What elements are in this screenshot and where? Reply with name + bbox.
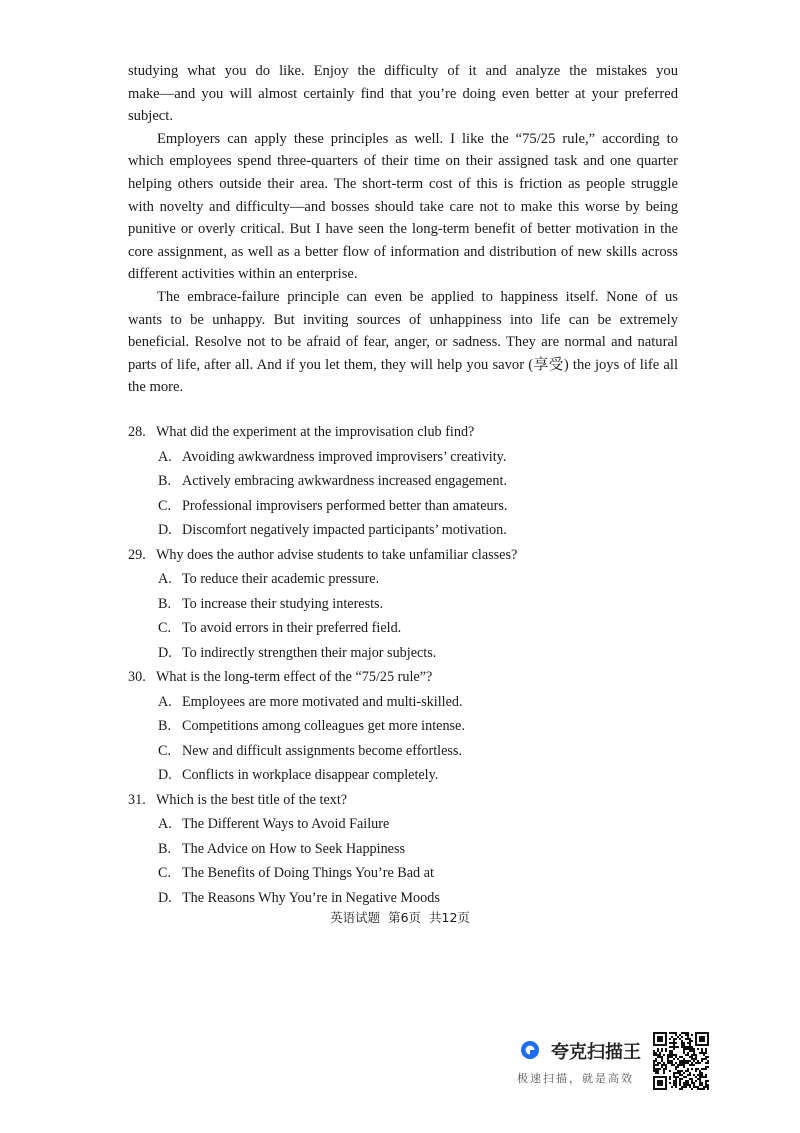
option-letter: D. [158, 522, 172, 538]
answer-option [128, 861, 688, 886]
passage-line: the more. [128, 379, 184, 396]
answer-option [128, 886, 688, 911]
answer-option [128, 714, 688, 739]
page-footer: 英语试题 第6页 共12页 [330, 910, 470, 925]
option-text: To avoid errors in their preferred field. [182, 620, 402, 636]
option-text: Professional improvisers performed better than amateurs. [182, 497, 508, 514]
answer-option [128, 690, 688, 715]
passage-line: studying what you do like. Enjoy the difficulty of it and analyze the mistakes you [128, 63, 678, 79]
option-text: Discomfort negatively impacted participants’ motivation. [182, 522, 507, 538]
question-stem [128, 420, 688, 445]
question-text: What did the experiment at the improvisation club find? [156, 424, 475, 440]
answer-option [128, 567, 688, 592]
option-letter: C. [158, 865, 172, 881]
option-letter: B. [158, 840, 172, 857]
question-text: What is the long-term effect of the “75/25 rule”? [156, 669, 433, 685]
option-letter: B. [158, 718, 172, 734]
answer-option [128, 518, 688, 543]
answer-option [128, 592, 688, 617]
passage-line: subject. [128, 108, 173, 125]
option-letter: B. [158, 595, 172, 612]
question-stem [128, 543, 688, 568]
option-letter: D. [158, 889, 172, 906]
brand-slogan: 极速扫描，就是高效 [517, 1072, 634, 1085]
option-text: To increase their studying interests. [182, 595, 384, 612]
brand-name: 夸克扫描王 [551, 1042, 641, 1063]
passage-line: different activities within an enterprise. [128, 266, 358, 283]
option-text: Avoiding awkwardness improved improvisers’ creativity. [182, 448, 507, 465]
option-text: Conflicts in workplace disappear completely. [182, 767, 439, 783]
question-number: 29. [128, 546, 146, 563]
scanner-watermark [515, 1030, 715, 1092]
passage-line: Employers can apply these principles as well. I like the “75/25 rule,” according to [157, 130, 678, 147]
reading-passage [128, 60, 678, 399]
option-text: The Different Ways to Avoid Failure [182, 816, 390, 832]
passage-line: punitive or overly critical. But I have seen the long-term benefit of better motivation in the [128, 221, 678, 238]
option-text: The Reasons Why You’re in Negative Moods [182, 889, 440, 906]
option-letter: A. [158, 448, 172, 465]
option-letter: B. [158, 473, 172, 489]
option-text: The Advice on How to Seek Happiness [182, 840, 406, 857]
quark-logo-icon [519, 1039, 541, 1061]
question-text: Why does the author advise students to take unfamiliar classes? [156, 546, 518, 563]
passage-line: wants to be unhappy. But inviting sources of unhappiness into life can be extremely [128, 311, 678, 328]
option-letter: D. [158, 644, 172, 661]
option-letter: A. [158, 571, 172, 587]
passage-line: parts of life, after all. And if you let them, they will help you savor (享受) the joys of life all [128, 356, 678, 373]
answer-option [128, 763, 688, 788]
option-text: Actively embracing awkwardness increased engagement. [182, 473, 507, 489]
answer-option [128, 641, 688, 666]
passage-line: which employees spend three-quarters of their time on their assigned task and one quarter [128, 153, 678, 170]
qr-code-icon [653, 1032, 709, 1090]
question-number: 28. [128, 424, 146, 440]
option-letter: D. [158, 767, 172, 783]
passage-line: make—and you will almost certainly find that you’re doing even better at your preferred [128, 85, 678, 102]
answer-option [128, 445, 688, 470]
question-stem [128, 665, 688, 690]
answer-option [128, 616, 688, 641]
answer-option [128, 837, 688, 862]
option-text: To reduce their academic pressure. [182, 571, 380, 587]
option-letter: C. [158, 742, 172, 759]
answer-option [128, 469, 688, 494]
passage-line: core assignment, as well as a better flow of information and distribution of new skills across [128, 243, 678, 260]
passage-line: beneficial. Resolve not to be afraid of fear, anger, or sadness. They are normal and natural [128, 334, 678, 351]
question-number: 30. [128, 669, 146, 685]
option-letter: C. [158, 620, 172, 636]
passage-line: helping others outside their area. The short-term cost of this is friction as people struggle [128, 175, 678, 192]
answer-option [128, 739, 688, 764]
option-letter: A. [158, 816, 172, 832]
option-text: Employees are more motivated and multi-skilled. [182, 693, 463, 710]
option-text: The Benefits of Doing Things You’re Bad at [182, 865, 434, 881]
question-stem [128, 788, 688, 813]
option-text: To indirectly strengthen their major subjects. [182, 644, 437, 661]
option-text: Competitions among colleagues get more intense. [182, 718, 465, 734]
option-letter: A. [158, 693, 172, 710]
question-number: 31. [128, 791, 146, 808]
answer-option [128, 494, 688, 519]
option-letter: C. [158, 497, 172, 514]
passage-line: The embrace-failure principle can even be applied to happiness itself. None of us [157, 288, 678, 305]
answer-option [128, 812, 688, 837]
question-text: Which is the best title of the text? [156, 791, 348, 808]
question-list [128, 420, 688, 910]
option-text: New and difficult assignments become effortless. [182, 742, 463, 759]
passage-line: with novelty and difficulty—and bosses should take care not to make this worse by being [128, 198, 678, 215]
